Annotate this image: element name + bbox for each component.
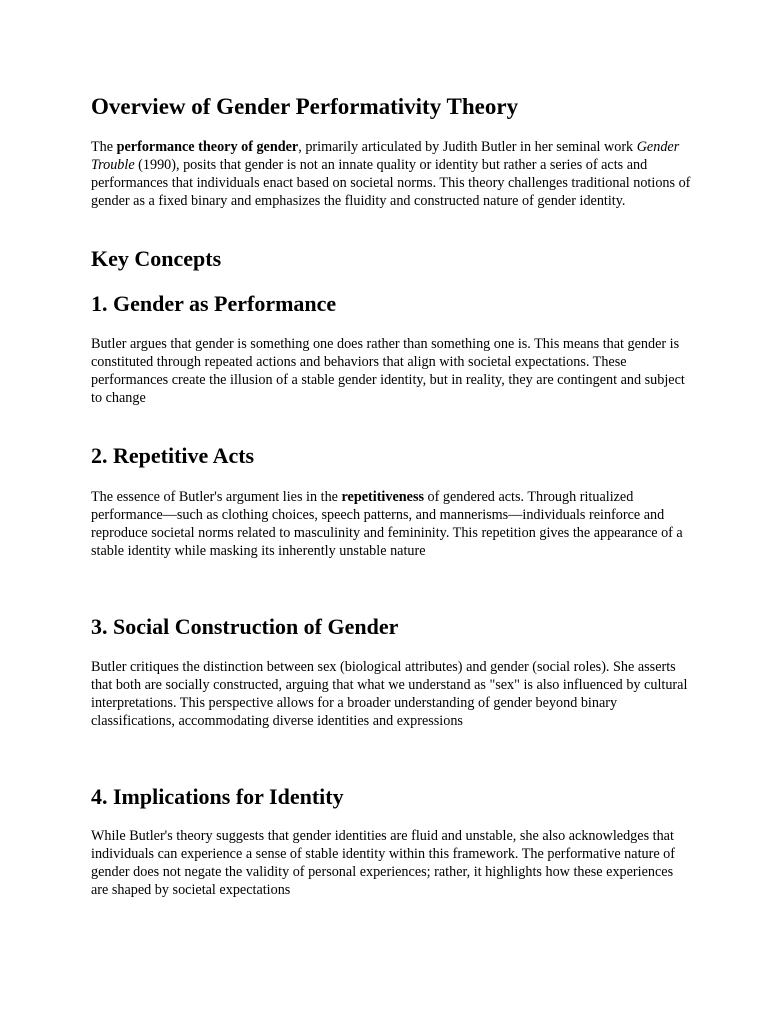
- section-1-body: Butler argues that gender is something one does rather than something one is. This means that gender is constituted through repeated actions and behaviors that align with societal expectations. These performances create the illusion of a stable gender identity, but in reality, they are contingent and subject to change: [91, 336, 685, 406]
- section-3-body: Butler critiques the distinction between sex (biological attributes) and gender (social roles). She asserts that both are socially constructed, arguing that what we understand as "sex" is also influenced by cultural interpretations. This perspective allows for a broader understanding of gender beyond binary classifications, accommodating diverse identities and expressions: [91, 659, 688, 729]
- intro-suffix: (1990), posits that gender is not an innate quality or identity but rather a series of acts and performances that individuals enact based on societal norms. This theory challenges traditional notions of gender as a fixed binary and emphasizes the fluidity and constructed nature of gender identity.: [91, 157, 691, 209]
- section-4-heading: 4. Implications for Identity: [91, 784, 344, 809]
- key-concepts-heading: Key Concepts: [91, 246, 222, 271]
- section-4-body: While Butler's theory suggests that gender identities are fluid and unstable, she also acknowledges that individuals can experience a sense of stable identity within this framework. The performative nature of gender does not negate the validity of personal experiences; rather, it highlights how these experiences are shaped by societal expectations: [91, 828, 675, 898]
- intro-paragraph: [91, 138, 691, 210]
- document-title: Overview of Gender Performativity Theory: [91, 94, 519, 119]
- section-2-bold-term: repetitiveness: [341, 489, 424, 505]
- intro-prefix: The: [91, 139, 117, 155]
- section-2-body-prefix: The essence of Butler's argument lies in the: [91, 489, 342, 505]
- section-3-heading: 3. Social Construction of Gender: [91, 614, 399, 639]
- section-1-heading: 1. Gender as Performance: [91, 291, 337, 316]
- intro-book-title: Gender Trouble: [91, 139, 680, 173]
- intro-bold-term: performance theory of gender: [116, 139, 299, 155]
- section-2-body-suffix: of gendered acts. Through ritualized performance—such as clothing choices, speech patterns, and mannerisms—individuals reinforce and reproduce societal norms related to masculinity and femininity. This repetition gives the appearance of a stable identity while masking its inherently unstable nature: [91, 489, 683, 559]
- section-2-body: [91, 488, 691, 560]
- section-2-heading: 2. Repetitive Acts: [91, 443, 255, 468]
- intro-mid: , primarily articulated by Judith Butler in her seminal work: [298, 139, 637, 155]
